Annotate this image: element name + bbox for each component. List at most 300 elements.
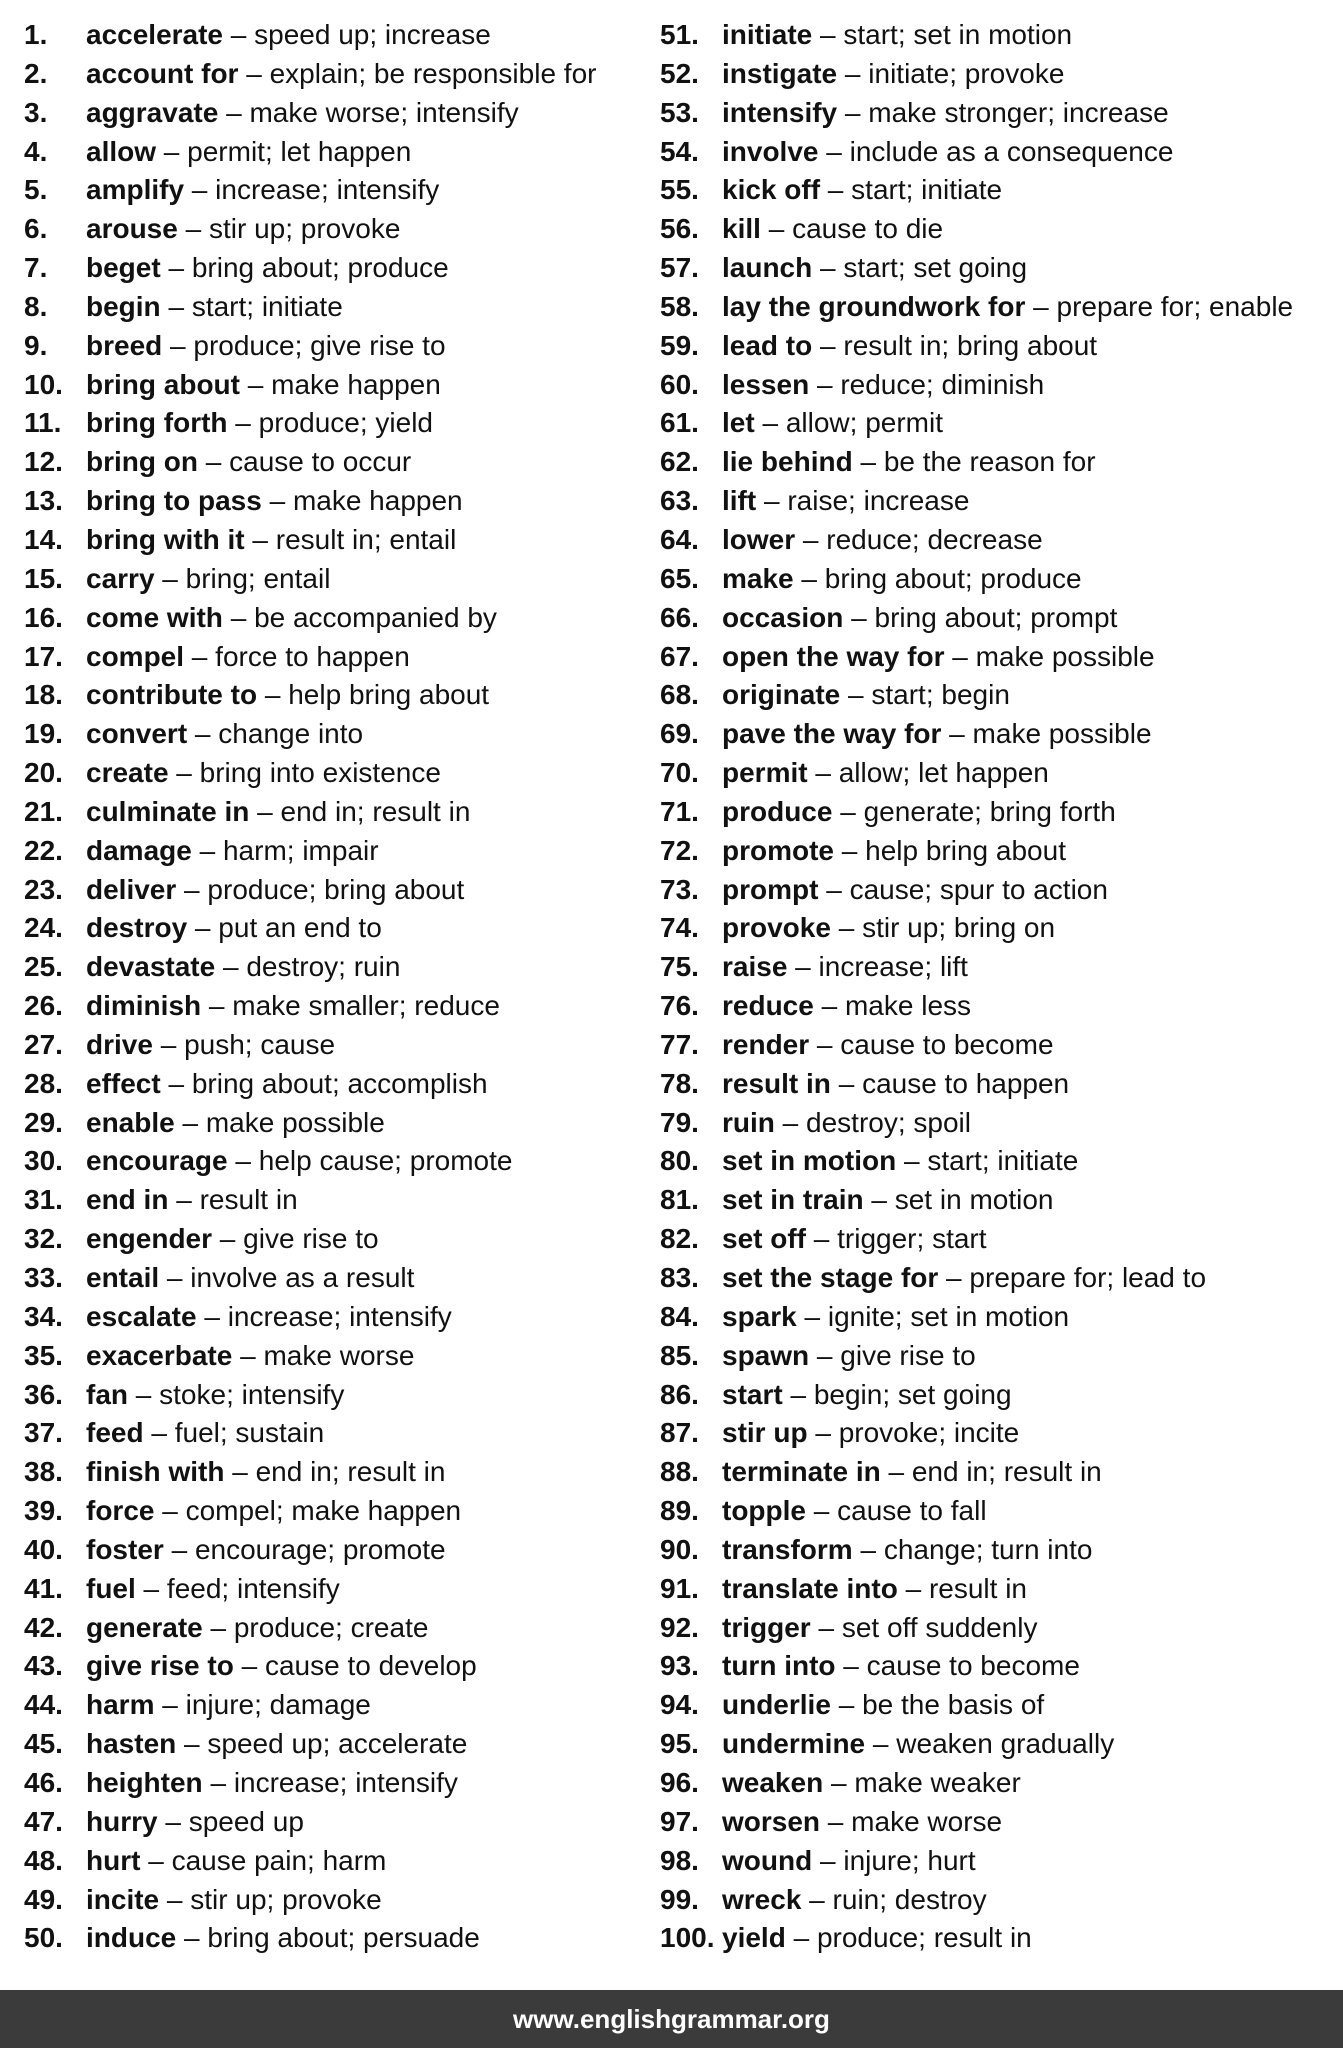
item-definition: start; set going (843, 252, 1028, 284)
item-term: lower (722, 523, 796, 555)
item-term: transform (722, 1533, 853, 1565)
list-item (660, 1492, 1293, 1531)
item-definition: destroy; ruin (246, 951, 401, 983)
item-dash: – (239, 368, 272, 400)
footer-url[interactable]: www.englishgrammar.org (513, 2004, 830, 2034)
item-term: let (722, 407, 755, 439)
item-term: prompt (722, 873, 819, 905)
item-definition: cause; spur to action (849, 873, 1108, 905)
list-item (660, 987, 1293, 1026)
item-dash: – (202, 1611, 234, 1643)
list-item (24, 1686, 596, 1725)
item-number: 20. (24, 757, 63, 789)
list-item (660, 715, 1293, 754)
list-item (660, 288, 1293, 327)
item-number: 45. (24, 1728, 63, 1760)
item-term: fan (86, 1378, 128, 1410)
item-number: 86. (660, 1378, 699, 1410)
item-term: terminate in (722, 1456, 881, 1488)
item-definition: cause to develop (264, 1650, 477, 1682)
item-term: feed (86, 1417, 144, 1449)
list-item (660, 1104, 1293, 1143)
list-item (660, 133, 1293, 172)
item-term: kick off (722, 174, 821, 206)
list-item (660, 1181, 1293, 1220)
list-item (660, 948, 1293, 987)
item-term: lead to (722, 329, 813, 361)
item-definition: destroy; spoil (806, 1106, 971, 1138)
item-term: end in (86, 1184, 169, 1216)
list-item (660, 1570, 1293, 1609)
item-dash: – (202, 1766, 234, 1798)
item-number: 42. (24, 1611, 63, 1643)
item-term: enable (86, 1106, 175, 1138)
item-dash: – (812, 252, 844, 284)
item-dash: – (176, 873, 208, 905)
list-item (660, 171, 1293, 210)
item-term: set off (722, 1223, 806, 1255)
list-item (24, 599, 596, 638)
item-number: 17. (24, 640, 63, 672)
item-term: start (722, 1378, 783, 1410)
item-number: 88. (660, 1456, 699, 1488)
item-dash: – (143, 1417, 175, 1449)
item-definition: harm; impair (222, 834, 379, 866)
item-number: 92. (660, 1611, 699, 1643)
item-dash: – (807, 1417, 839, 1449)
item-definition: be accompanied by (254, 601, 497, 633)
list-item (660, 55, 1293, 94)
item-term: induce (86, 1922, 177, 1954)
item-dash: – (880, 1456, 912, 1488)
item-definition: cause to become (866, 1650, 1080, 1682)
item-definition: bring; entail (185, 562, 331, 594)
item-definition: result in (199, 1184, 298, 1216)
item-term: spark (722, 1300, 797, 1332)
item-dash: – (806, 1223, 838, 1255)
item-number: 71. (660, 795, 699, 827)
item-dash: – (135, 1572, 167, 1604)
list-item (660, 1647, 1293, 1686)
list-item (660, 1919, 1293, 1958)
item-term: ruin (722, 1106, 775, 1138)
item-number: 97. (660, 1805, 699, 1837)
item-dash: – (160, 1067, 192, 1099)
item-definition: cause to fall (837, 1495, 987, 1527)
item-dash: – (201, 990, 233, 1022)
list-item (24, 1842, 596, 1881)
item-number: 37. (24, 1417, 63, 1449)
list-item (660, 832, 1293, 871)
item-definition: cause to occur (229, 446, 412, 478)
item-definition: increase; intensify (227, 1300, 452, 1332)
item-definition: help cause; promote (258, 1145, 513, 1177)
list-item (660, 327, 1293, 366)
item-definition: ignite; set in motion (827, 1300, 1070, 1332)
list-item (660, 1337, 1293, 1376)
list-item (24, 1337, 596, 1376)
item-number: 5. (24, 174, 48, 206)
item-number: 83. (660, 1262, 699, 1293)
item-number: 13. (24, 485, 63, 517)
list-item (660, 1609, 1293, 1648)
item-definition: injure; damage (185, 1689, 371, 1721)
item-number: 69. (660, 718, 699, 750)
item-number: 22. (24, 834, 63, 866)
list-item (660, 521, 1293, 560)
list-item (660, 366, 1293, 405)
item-term: intensify (722, 96, 838, 128)
item-number: 8. (24, 290, 48, 322)
item-definition: prepare for; lead to (969, 1262, 1207, 1293)
item-dash: – (820, 174, 852, 206)
item-definition: fuel; sustain (174, 1417, 325, 1449)
item-number: 75. (660, 951, 699, 983)
item-number: 33. (24, 1262, 63, 1293)
item-dash: – (187, 912, 219, 944)
item-dash: – (823, 1766, 855, 1798)
item-number: 47. (24, 1805, 63, 1837)
list-item (660, 1803, 1293, 1842)
item-term: lessen (722, 368, 810, 400)
item-definition: set in motion (894, 1184, 1054, 1216)
item-dash: – (813, 990, 845, 1022)
item-definition: bring about; prompt (874, 601, 1118, 633)
item-term: produce (722, 795, 833, 827)
item-dash: – (128, 1378, 160, 1410)
item-dash: – (223, 19, 255, 50)
item-dash: – (140, 1844, 172, 1876)
item-definition: stoke; intensify (159, 1378, 345, 1410)
list-item (660, 16, 1293, 55)
list-item (24, 366, 596, 405)
footer-bar (0, 1990, 1343, 2048)
item-definition: give rise to (243, 1223, 379, 1255)
item-dash: – (795, 523, 827, 555)
list-item (24, 1453, 596, 1492)
item-dash: – (782, 1378, 814, 1410)
item-definition: prepare for; enable (1056, 290, 1294, 322)
item-dash: – (238, 57, 270, 89)
item-dash: – (168, 1184, 200, 1216)
item-number: 65. (660, 562, 699, 594)
item-term: carry (86, 562, 155, 594)
item-number: 74. (660, 912, 699, 944)
item-definition: change into (218, 718, 364, 750)
item-dash: – (938, 1262, 970, 1293)
item-definition: be the reason for (883, 446, 1096, 478)
item-term: bring about (86, 368, 240, 400)
item-term: fuel (86, 1572, 136, 1604)
list-item (24, 1492, 596, 1531)
item-number: 30. (24, 1145, 63, 1177)
item-term: breed (86, 329, 163, 361)
item-number: 15. (24, 562, 63, 594)
item-term: weaken (722, 1766, 824, 1798)
item-number: 32. (24, 1223, 63, 1255)
item-dash: – (830, 1689, 863, 1721)
item-definition: force to happen (215, 640, 410, 672)
item-number: 1. (24, 19, 48, 50)
list-item (24, 1647, 596, 1686)
item-definition: put an end to (218, 912, 382, 944)
item-number: 72. (660, 834, 699, 866)
list-item (24, 715, 596, 754)
item-term: exacerbate (86, 1339, 233, 1371)
item-number: 57. (660, 252, 699, 284)
item-term: encourage (86, 1145, 228, 1177)
item-number: 54. (660, 135, 699, 167)
item-number: 70. (660, 757, 699, 789)
list-item (24, 1298, 596, 1337)
list-item (24, 288, 596, 327)
item-term: generate (86, 1611, 203, 1643)
item-dash: – (168, 757, 200, 789)
item-dash: – (830, 1067, 863, 1099)
item-definition: produce; create (233, 1611, 429, 1643)
item-term: result in (722, 1067, 831, 1099)
item-number: 25. (24, 951, 63, 983)
item-definition: injure; hurt (843, 1844, 976, 1876)
list-item (660, 1842, 1293, 1881)
item-term: wreck (722, 1883, 802, 1915)
list-item (24, 1881, 596, 1920)
item-dash: – (837, 96, 869, 128)
item-definition: increase; intensify (215, 174, 440, 206)
item-dash: – (941, 718, 973, 750)
item-term: lay the groundwork for (722, 290, 1026, 322)
item-dash: – (162, 329, 194, 361)
list-item (24, 327, 596, 366)
item-dash: – (812, 1844, 844, 1876)
item-number: 39. (24, 1495, 63, 1527)
list-item (24, 404, 596, 443)
item-dash: – (257, 679, 289, 711)
list-item (660, 1220, 1293, 1259)
item-definition: speed up; increase (254, 19, 491, 50)
item-dash: – (176, 1728, 208, 1760)
list-item (660, 1764, 1293, 1803)
item-number: 26. (24, 990, 63, 1022)
list-item (24, 1181, 596, 1220)
item-number: 21. (24, 795, 63, 827)
item-dash: – (191, 834, 223, 866)
item-dash: – (834, 834, 866, 866)
item-number: 43. (24, 1650, 63, 1682)
item-definition: compel; make happen (185, 1495, 462, 1527)
list-item (660, 210, 1293, 249)
item-term: hasten (86, 1728, 177, 1760)
item-term: render (722, 1028, 810, 1060)
item-definition: encourage; promote (194, 1533, 446, 1565)
item-number: 36. (24, 1378, 63, 1410)
item-term: translate into (722, 1572, 898, 1604)
item-number: 53. (660, 96, 699, 128)
list-item (660, 871, 1293, 910)
item-term: beget (86, 252, 161, 284)
item-definition: push; cause (184, 1028, 336, 1060)
item-term: permit (722, 757, 808, 789)
item-term: set the stage for (722, 1262, 939, 1293)
item-definition: produce; yield (258, 407, 434, 439)
list-item (24, 948, 596, 987)
item-dash: – (160, 252, 192, 284)
list-item (660, 909, 1293, 948)
list-item (24, 1764, 596, 1803)
item-dash: – (160, 290, 192, 322)
item-definition: cause to happen (862, 1067, 1070, 1099)
item-definition: end in; result in (280, 795, 471, 827)
item-term: bring forth (86, 407, 228, 439)
list-item (660, 676, 1293, 715)
item-dash: – (832, 795, 864, 827)
item-number: 2. (24, 57, 48, 89)
item-term: stir up (722, 1417, 808, 1449)
item-term: amplify (86, 174, 185, 206)
list-item (24, 754, 596, 793)
item-term: come with (86, 601, 223, 633)
item-dash: – (820, 1805, 852, 1837)
list-item (24, 16, 596, 55)
list-item (24, 1376, 596, 1415)
item-definition: raise; increase (787, 485, 970, 517)
list-item (660, 1531, 1293, 1570)
item-dash: – (807, 757, 839, 789)
list-item (24, 638, 596, 677)
item-definition: reduce; diminish (840, 368, 1045, 400)
item-definition: weaken gradually (896, 1728, 1115, 1760)
item-definition: bring into existence (199, 757, 441, 789)
left-column (24, 16, 596, 1958)
item-number: 23. (24, 873, 63, 905)
item-number: 67. (660, 640, 699, 672)
item-definition: initiate; provoke (868, 57, 1065, 89)
list-item (24, 676, 596, 715)
item-dash: – (843, 601, 875, 633)
item-definition: stir up; bring on (862, 912, 1056, 944)
item-number: 93. (660, 1650, 699, 1682)
item-dash: – (865, 1728, 897, 1760)
item-definition: allow; permit (785, 407, 943, 439)
item-dash: – (227, 1145, 259, 1177)
item-number: 66. (660, 601, 699, 633)
item-term: bring to pass (86, 485, 262, 517)
item-term: promote (722, 834, 834, 866)
item-definition: make worse (263, 1339, 415, 1371)
item-number: 38. (24, 1456, 63, 1488)
list-item (660, 482, 1293, 521)
list-item (660, 1881, 1293, 1920)
item-definition: increase; lift (818, 951, 968, 983)
item-dash: – (796, 1300, 828, 1332)
item-definition: bring about; produce (824, 562, 1082, 594)
item-definition: be the basis of (862, 1689, 1045, 1721)
item-dash: – (944, 640, 976, 672)
item-number: 85. (660, 1339, 699, 1371)
item-number: 81. (660, 1184, 699, 1216)
item-definition: bring about; produce (191, 252, 449, 284)
item-number: 31. (24, 1184, 63, 1216)
item-number: 79. (660, 1106, 699, 1138)
item-dash: – (156, 135, 188, 167)
item-term: originate (722, 679, 841, 711)
item-number: 63. (660, 485, 699, 517)
right-column (660, 16, 1293, 1958)
item-term: aggravate (86, 96, 219, 128)
item-number: 73. (660, 873, 699, 905)
word-list (0, 16, 1343, 1956)
item-dash: – (176, 1922, 208, 1954)
item-number: 58. (660, 290, 699, 322)
item-term: occasion (722, 601, 844, 633)
item-number: 7. (24, 252, 48, 284)
list-item (24, 521, 596, 560)
item-term: allow (86, 135, 157, 167)
item-dash: – (196, 1300, 228, 1332)
item-definition: help bring about (288, 679, 490, 711)
item-dash: – (184, 640, 216, 672)
list-item (24, 210, 596, 249)
item-definition: result in (928, 1572, 1027, 1604)
item-definition: help bring about (865, 834, 1066, 866)
item-dash: – (215, 951, 247, 983)
item-number: 96. (660, 1766, 699, 1798)
item-number: 29. (24, 1106, 63, 1138)
list-item (660, 599, 1293, 638)
item-definition: make happen (271, 368, 441, 400)
item-term: set in train (722, 1184, 864, 1216)
item-term: make (722, 562, 794, 594)
item-term: turn into (722, 1650, 836, 1682)
item-definition: reduce; decrease (826, 523, 1043, 555)
item-number: 35. (24, 1339, 63, 1371)
item-definition: involve as a result (190, 1262, 415, 1293)
list-item (24, 443, 596, 482)
item-definition: end in; result in (911, 1456, 1102, 1488)
item-dash: – (812, 329, 844, 361)
item-definition: start; set in motion (843, 19, 1073, 50)
list-item (660, 404, 1293, 443)
item-term: initiate (722, 19, 813, 50)
item-definition: cause pain; harm (171, 1844, 387, 1876)
item-definition: speed up (188, 1805, 304, 1837)
item-definition: start; initiate (851, 174, 1003, 206)
item-dash: – (809, 368, 841, 400)
item-number: 28. (24, 1067, 63, 1099)
list-item (660, 1259, 1293, 1298)
item-number: 91. (660, 1572, 699, 1604)
item-dash: – (197, 446, 230, 478)
item-term: destroy (86, 912, 188, 944)
item-dash: – (174, 1106, 206, 1138)
list-item (24, 1065, 596, 1104)
item-definition: produce; result in (816, 1922, 1032, 1954)
item-term: finish with (86, 1456, 225, 1488)
item-dash: – (760, 213, 793, 245)
item-number: 3. (24, 96, 48, 128)
item-number: 64. (660, 523, 699, 555)
item-term: kill (722, 213, 761, 245)
item-number: 76. (660, 990, 699, 1022)
item-definition: give rise to (840, 1339, 976, 1371)
item-definition: result in; bring about (843, 329, 1098, 361)
list-item (24, 1609, 596, 1648)
item-number: 11. (24, 407, 62, 439)
item-term: raise (722, 951, 788, 983)
item-dash: – (756, 485, 788, 517)
item-definition: bring about; accomplish (191, 1067, 488, 1099)
item-term: pave the way for (722, 718, 942, 750)
